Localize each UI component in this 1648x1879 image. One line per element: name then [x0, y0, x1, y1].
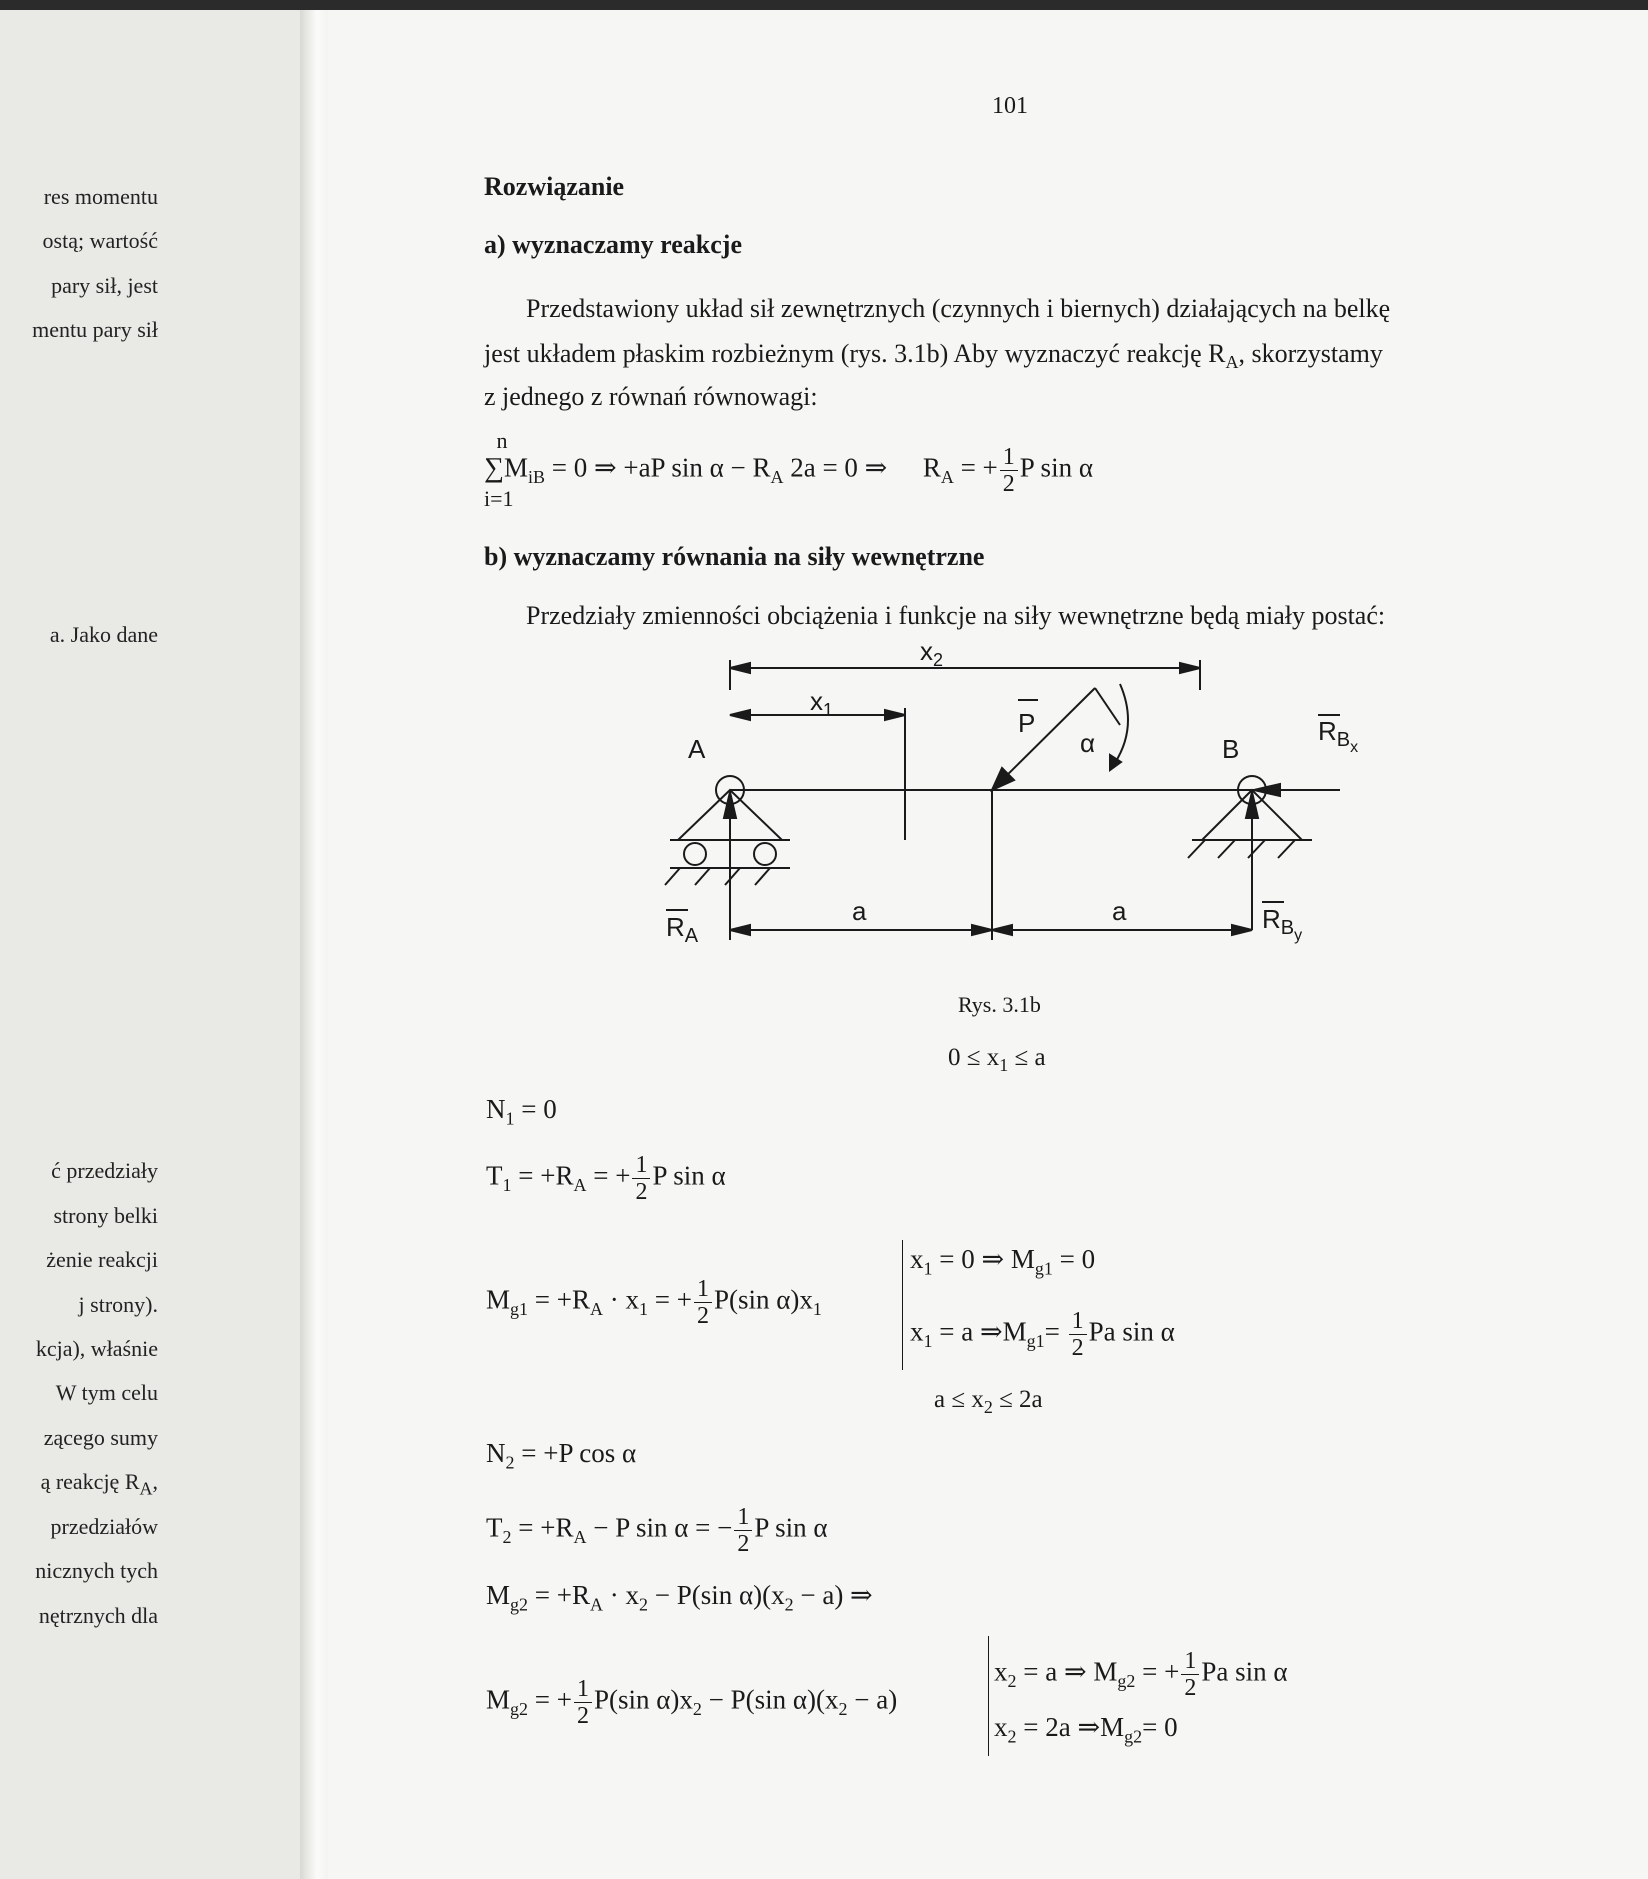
page-number: 101 — [992, 93, 1028, 119]
heading-reactions: a) wyznaczamy reakcje — [484, 230, 742, 259]
left-fragment: ć przedziały — [51, 1158, 158, 1183]
label-RA: $R_A$ — [666, 912, 699, 947]
label-RBx: $R_{Bx}$ — [1318, 716, 1359, 756]
evaluation-bar — [988, 1636, 989, 1756]
label-a-right: a — [1112, 896, 1127, 926]
left-fragment: zącego sumy — [43, 1425, 158, 1450]
left-fragment: przedziałów — [50, 1514, 158, 1539]
range-2: $a \le x_2 \le 2a$ — [934, 1386, 1043, 1417]
label-x2: $x_2$ — [920, 640, 944, 670]
Mg1-at-x1-a: $x_1 = a$ $\Rightarrow M_{g1}=$ $\frac{1}{2}$ Pa sin α — [910, 1308, 1175, 1361]
scan-top-border — [0, 0, 1648, 10]
label-x1: $x_1$ — [810, 686, 834, 720]
equation-Mg2-a: $M_{g2} = +R_A \cdot x_2 - P(\sin$ $\alpha)(x_2 - a)$ ⇒ — [486, 1580, 873, 1615]
left-fragment: j strony). — [78, 1292, 158, 1317]
left-fragment: a. Jako dane — [49, 622, 158, 647]
equation-T1: $T_1 = +R_A$ = + $\frac{1}{2}$ P sin α — [486, 1152, 726, 1205]
left-fragment: pary sił, jest — [51, 273, 158, 298]
sum-upper-limit: n — [496, 428, 508, 453]
figure-caption: Rys. 3.1b — [958, 992, 1041, 1017]
range-1: $0 \le x_1 \le a$ — [948, 1044, 1046, 1075]
label-alpha: α — [1080, 728, 1096, 758]
left-fragment: ostą; wartość — [42, 228, 158, 253]
paragraph-line: Przedstawiony układ sił zewnętrznych (czynnych i biernych) działających na belkę — [526, 294, 1391, 323]
sum-lower-limit: i=1 — [484, 486, 514, 511]
equation-Mg2-b: $M_{g2}$ = + $\frac{1}{2}$ P(sin $\alpha)x_2 - P(\sin$ $\alpha)(x_2 - a)$ — [486, 1676, 898, 1729]
left-fragment: żenie reakcji — [46, 1247, 158, 1272]
equation-N2: $N_2 = +P$ cos α — [486, 1438, 637, 1473]
evaluation-bar — [902, 1240, 903, 1370]
left-fragment: strony belki — [53, 1203, 158, 1228]
label-A: A — [688, 734, 706, 764]
equation-N1: $N_1 = 0$ — [486, 1094, 557, 1129]
label-RBy: $R_{By}$ — [1262, 904, 1303, 944]
left-fragment: nętrznych dla — [38, 1603, 158, 1628]
left-fragment: kcja), właśnie — [35, 1336, 158, 1361]
paragraph-line: Przedziały zmienności obciążenia i funkcje na siły wewnętrzne będą miały postać: — [526, 601, 1386, 630]
equation-T2: $T_2 = +R_A - P$ sin α = − $\frac{1}{2}$ P sin α — [486, 1504, 828, 1557]
beam-diagram — [640, 640, 1400, 1010]
paragraph-line: jest układem płaskim rozbieżnym (rys. 3.1b) Aby wyznaczyć reakcję $R_A$, skorzystamy — [484, 339, 1383, 373]
heading-internal-forces: b) wyznaczamy równania na siły wewnętrzne — [484, 542, 985, 571]
left-fragment: nicznych tych — [35, 1558, 158, 1583]
label-P: P — [1018, 708, 1036, 738]
left-facing-page — [0, 10, 300, 1879]
equilibrium-equation: $\sum M_{iB} = 0$ ⇒ +aP $\sin \alpha - R_A$ 2a = 0 ⇒ $R_A$ = + $\frac{1}{2}$ P sin α — [484, 444, 1093, 497]
Mg2-at-x2-2a: $x_2 = 2a$ $\Rightarrow M_{g2}= 0$ — [994, 1712, 1178, 1747]
heading-solution: Rozwiązanie — [484, 172, 625, 201]
left-fragment-reaction: ą reakcję $R_A$, — [40, 1469, 158, 1499]
left-fragment: res momentu — [43, 184, 158, 209]
book-spine — [300, 10, 328, 1879]
left-fragment: mentu pary sił — [32, 317, 158, 342]
Mg1-at-x1-0: $x_1 = 0$ ⇒ $M_{g1} = 0$ — [910, 1244, 1096, 1279]
label-a-left: a — [852, 896, 867, 926]
Mg2-at-x2-a: $x_2 = a$ ⇒ $M_{g2}$ = + $\frac{1}{2}$ Pa sin α — [994, 1648, 1288, 1701]
paragraph-line: z jednego z równań równowagi: — [484, 382, 818, 411]
equation-Mg1: $M_{g1} = +R_A \cdot x_1$ = + $\frac{1}{2}$ P(sin $\alpha)x_1$ — [486, 1276, 822, 1329]
left-fragment: W tym celu — [55, 1380, 158, 1405]
label-B: B — [1222, 734, 1240, 764]
